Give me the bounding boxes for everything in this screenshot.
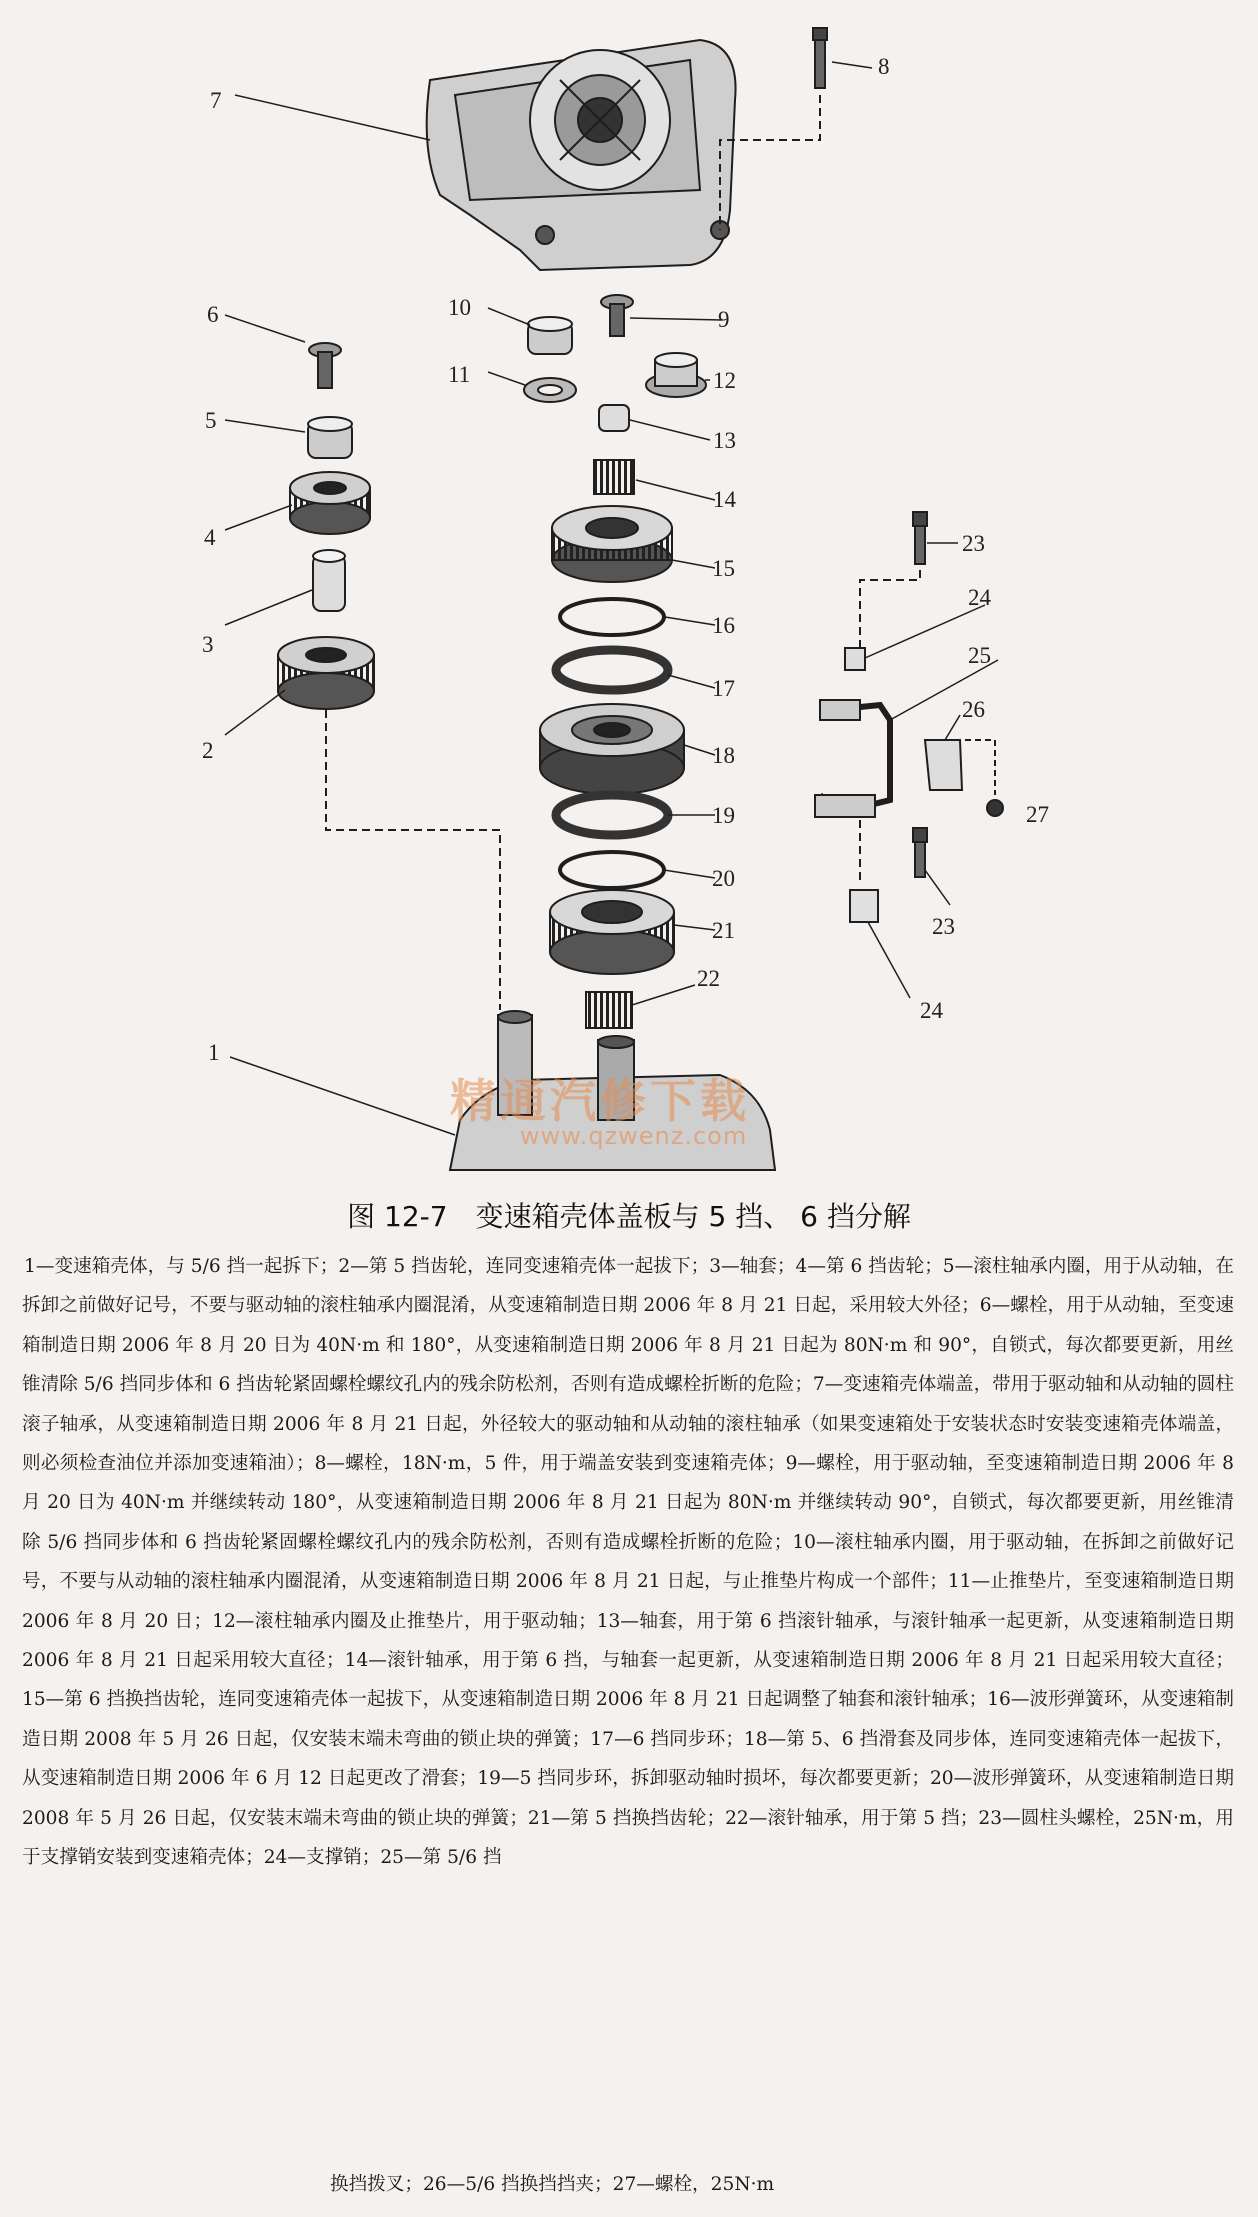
bolt-9 (601, 295, 633, 336)
gear-4 (290, 472, 370, 534)
part-label-9: 9 (718, 307, 730, 332)
needle-bearing-22 (586, 992, 632, 1028)
gear-2 (278, 637, 374, 709)
synchro-hub-18 (540, 704, 684, 794)
part-label-21: 21 (712, 918, 735, 943)
part-label-4: 4 (204, 525, 216, 550)
figure-legend-end: 换挡拨叉；26—5/6 挡换挡挡夹；27—螺栓，25N·m (330, 2174, 775, 2195)
part-label-23-bottom: 23 (932, 914, 955, 939)
sleeve-13 (599, 405, 629, 431)
part-label-24-bottom: 24 (920, 998, 943, 1023)
synchro-ring-19 (556, 795, 668, 835)
part-label-5: 5 (205, 408, 217, 433)
wave-spring-16 (560, 599, 664, 635)
bearing-race-5 (308, 417, 352, 458)
housing-end-cover (427, 40, 736, 270)
part-label-26: 26 (962, 697, 985, 722)
part-label-12: 12 (713, 368, 736, 393)
synchro-ring-17 (556, 650, 668, 690)
part-label-14: 14 (713, 487, 736, 512)
part-label-11: 11 (448, 362, 471, 387)
part-label-18: 18 (712, 743, 735, 768)
wave-spring-20 (560, 852, 664, 888)
part-label-1: 1 (208, 1040, 220, 1065)
part-label-23-top: 23 (962, 531, 985, 556)
bearing-race-12 (646, 353, 706, 397)
part-label-13: 13 (713, 428, 736, 453)
part-label-17: 17 (712, 676, 735, 701)
part-label-2: 2 (202, 738, 214, 763)
watermark-url: www.qzwenz.com (520, 1122, 748, 1150)
part-label-19: 19 (712, 803, 735, 828)
gear-21 (550, 890, 674, 974)
watermark: 精通汽修下载 (450, 1074, 750, 1128)
bolt-6 (309, 343, 341, 388)
figure-caption: 图 12-7 变速箱壳体盖板与 5 挡、 6 挡分解 (347, 1200, 911, 1233)
part-label-8: 8 (878, 54, 890, 79)
gear-15 (552, 506, 672, 582)
needle-bearing-14 (594, 460, 634, 494)
part-label-10: 10 (448, 295, 471, 320)
part-label-27: 27 (1026, 802, 1049, 827)
part-label-15: 15 (712, 556, 735, 581)
part-label-24-top: 24 (968, 585, 991, 610)
figure-legend: 1—变速箱壳体，与 5/6 挡一起拆下；2—第 5 挡齿轮，连同变速箱壳体一起拔下；3—轴套；4—第 6 挡齿轮；5—滚柱轴承内圈，用于从动轴，在拆卸之前做好记号，不要与驱动轴的滚柱轴承内圈混淆，从变速箱制造日期 2006 年 8 月 21 日起，采用较大外径；6—螺栓，用于从动轴，至变速箱制造日期 2006 年 8 月 20 日为 40N·m 和 180°，从变速箱制造日期 2006 年 8 月 21 日起为 80N·m 和 90°，自锁式，每次都要更新，用丝锥清除 5/6 挡同步体和 6 挡齿轮紧固螺栓螺纹孔内的残余防松剂，否则有造成螺栓折断的危险；7—变速箱壳体端盖，带用于驱动轴和从动轴的圆柱滚子轴承，从变速箱制造日期 2006 年 8 月 21 日起，外径较大的驱动轴和从动轴的滚柱轴承（如果变速箱处于安装状态时安装变速箱壳体端盖，则必须检查油位并添加变速箱油）；8—螺栓，18N·m，5 件，用于端盖安装到变速箱壳体；9—螺栓，用于驱动轴，至变速箱制造日期 2006 年 8 月 20 日为 40N·m 并继续转动 180°，从变速箱制造日期 2006 年 8 月 21 日起为 80N·m 并继续转动 90°，自锁式，每次都要更新，用丝锥清除 5/6 挡同步体和 6 挡齿轮紧固螺栓螺纹孔内的残余防松剂，否则有造成螺栓折断的危险；10—滚柱轴承内圈，用于驱动轴，在拆卸之前做好记号，不要与从动轴的滚柱轴承内圈混淆，从变速箱制造日期 2006 年 8 月 21 日起，与止推垫片构成一个部件；11—止推垫片，至变速箱制造日期 2006 年 8 月 20 日；12—滚柱轴承内圈及止推垫片，用于驱动轴；13—轴套，用于第 6 挡滚针轴承，与滚针轴承一起更新，从变速箱制造日期 2006 年 8 月 21 日起采用较大直径；14—滚针轴承，用于第 6 挡，与轴套一起更新，从变速箱制造日期 2006 年 8 月 21 日起采用较大直径；15—第 6 挡换挡齿轮，连同变速箱壳体一起拔下，从变速箱制造日期 2006 年 8 月 21 日起调整了轴套和滚针轴承；16—波形弹簧环，从变速箱制造日期 2008 年 5 月 26 日起，仅安装末端未弯曲的锁止块的弹簧；17—6 挡同步环；18—第 5、6 挡滑套及同步体，连同变速箱壳体一起拔下，从变速箱制造日期 2006 年 6 月 12 日起更改了滑套；19—5 挡同步环，拆卸驱动轴时损坏，每次都要更新；20—波形弹簧环，从变速箱制造日期 2008 年 5 月 26 日起，仅安装末端未弯曲的锁止块的弹簧；21—第 5 挡换挡齿轮；22—滚针轴承，用于第 5 挡；23—圆柱头螺栓，25N·m，用于支撑销安装到变速箱壳体；24—支撑销；25—第 5/6 挡 (22, 1256, 1234, 1869)
bearing-race-10 (528, 317, 572, 354)
part-label-20: 20 (712, 866, 735, 891)
part-label-16: 16 (712, 613, 735, 638)
part-label-6: 6 (207, 302, 219, 327)
bolt-8 (813, 28, 827, 88)
sleeve-3 (313, 550, 345, 611)
part-label-7: 7 (210, 88, 222, 113)
part-label-25: 25 (968, 643, 991, 668)
part-label-22: 22 (697, 966, 720, 991)
part-label-3: 3 (202, 632, 214, 657)
